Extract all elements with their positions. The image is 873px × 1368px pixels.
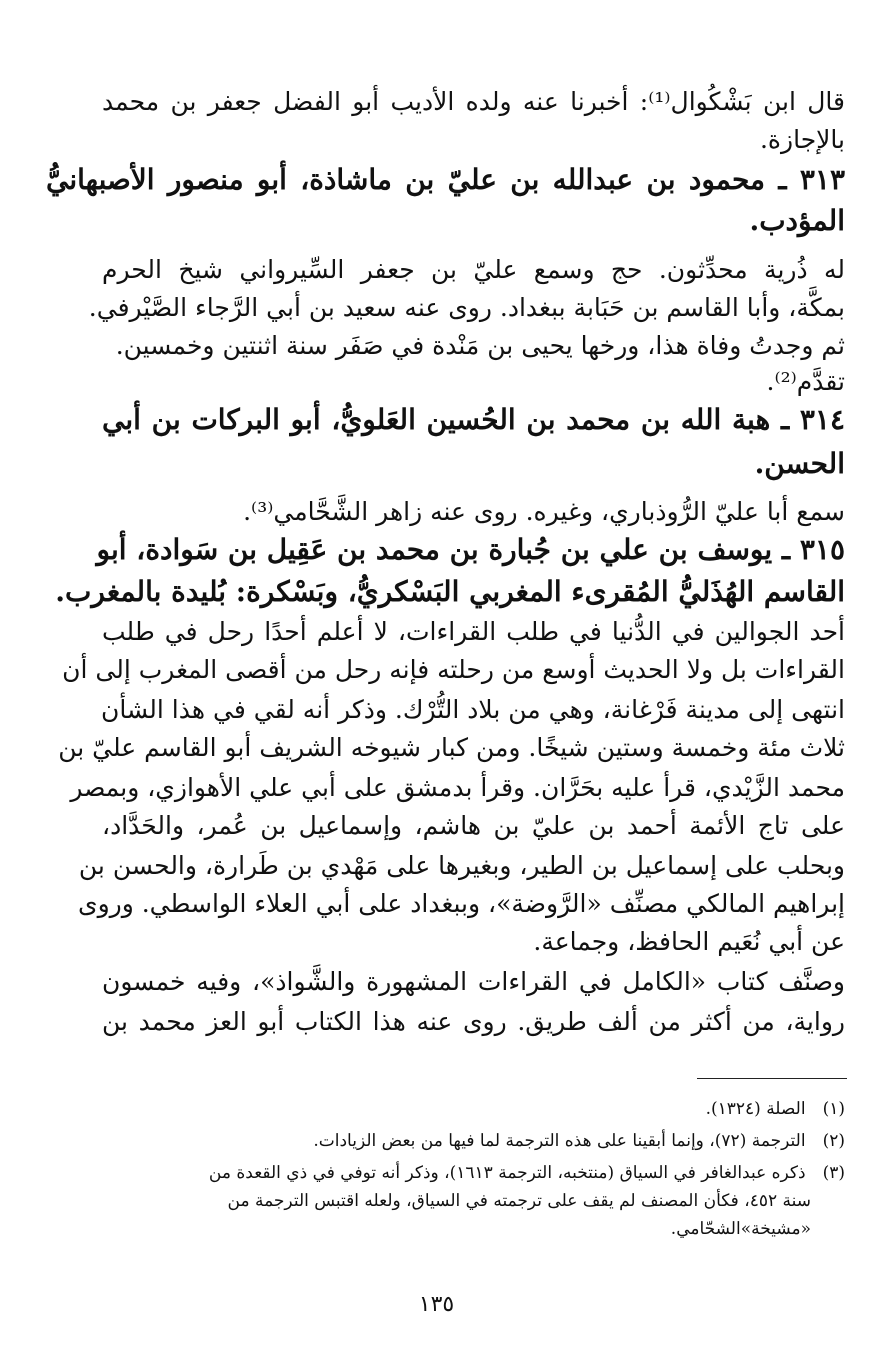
entry-heading: المؤدب.: [749, 204, 845, 237]
entry-heading: ٣١٣ ـ محمود بن عبدالله بن عليّ بن ماشاذة، أبو منصور الأصبهانيُّ: [46, 163, 845, 196]
footnote-text: الصلة (١٣٢٤).: [705, 1099, 806, 1119]
text-line: له ذُرية محدِّثون. حج وسمع عليّ بن جعفر السِّيرواني شيخ الحرم: [102, 255, 845, 284]
entry-heading: القاسم الهُذَليُّ المُقرىء المغربي البَسْكريُّ، وبَسْكرة: بُليدة بالمغرب.: [55, 575, 845, 608]
text-line: بمكَّة، وأبا القاسم بن حَبَابة ببغداد. روى عنه سعيد بن أبي الرَّجاء الصَّيْرفي.: [88, 293, 845, 322]
footnote: [313, 1128, 845, 1154]
text-line: محمد الزَّيْدي، قرأ عليه بحَرَّان. وقرأ بدمشق على أبي علي الأهوازي، وبمصر: [70, 773, 845, 802]
text-line: أحد الجوالين في الدُّنيا في طلب القراءات، لا أعلم أحدًا رحل في طلب: [102, 617, 845, 646]
text-line: وبحلب على إسماعيل بن الطير، وبغيرها على مَهْدي بن طَرارة، والحسن بن: [78, 851, 845, 880]
footnote: [706, 1096, 845, 1122]
page-number: ١٣٥: [418, 1292, 455, 1317]
text-line: رواية، من أكثر من ألف طريق. روى عنه هذا الكتاب أبو العز محمد بن: [102, 1007, 845, 1036]
text-line: القراءات بل ولا الحديث أوسع من رحلته فإنه رحل من أقصى المغرب إلى أن: [62, 655, 845, 684]
footnote: [30, 1160, 845, 1186]
text-line: تقدَّم⁽²⁾.: [766, 367, 845, 396]
text-line: انتهى إلى مدينة فَرْغانة، وهي من بلاد التُّرْك. وذكر أنه لقي في هذا الشأن: [101, 695, 845, 724]
footnote-number: (١): [822, 1099, 845, 1119]
text-line: بالإجازة.: [759, 125, 845, 154]
text-line: وصنَّف كتاب «الكامل في القراءات المشهورة والشَّواذ»، وفيه خمسون: [102, 967, 845, 996]
footnote-number: (٢): [822, 1131, 845, 1151]
text-line: على تاج الأئمة أحمد بن عليّ بن هاشم، وإسماعيل بن عُمر، والحَدَّاد،: [102, 811, 845, 840]
footnote-continuation: سنة ٤٥٢، فكأن المصنف لم يقف على ترجمته في السياق، ولعله اقتبس الترجمة من: [227, 1191, 811, 1211]
text-line: عن أبي نُعَيم الحافظ، وجماعة.: [533, 927, 845, 956]
entry-heading: الحسن.: [754, 447, 845, 480]
footnote-continuation: «مشيخة»الشحّامي.: [670, 1219, 811, 1239]
footnote-text: ذكره عبدالغافر في السياق (منتخبه، الترجمة ١٦١٣)، وذكر أنه توفي في ذي القعدة من: [208, 1163, 806, 1183]
entry-heading: ٣١٤ ـ هبة الله بن محمد بن الحُسين العَلويُّ، أبو البركات بن أبي: [102, 403, 845, 436]
text-line: إبراهيم المالكي مصنِّف «الرَّوضة»، وببغداد على أبي العلاء الواسطي. وروى: [78, 889, 845, 918]
text-line: ثلاث مئة وخمسة وستين شيخًا. ومن كبار شيوخه الشريف أبو القاسم عليّ بن: [58, 733, 845, 762]
footnote-divider: [697, 1078, 847, 1079]
entry-heading: ٣١٥ ـ يوسف بن علي بن جُبارة بن محمد بن عَقِيل بن سَوادة، أبو: [96, 533, 845, 566]
text-line: قال ابن بَشْكُوال⁽¹⁾: أخبرنا عنه ولده الأديب أبو الفضل جعفر بن محمد: [102, 87, 845, 116]
footnote-text: الترجمة (٧٢)، وإنما أبقينا على هذه الترجمة لما فيها من بعض الزيادات.: [313, 1131, 806, 1151]
text-line: ثم وجدتُ وفاة هذا، ورخها يحيى بن مَنْدة في صَفَر سنة اثنتين وخمسين.: [115, 331, 845, 360]
footnote-number: (٣): [822, 1163, 845, 1183]
text-line: سمع أبا عليّ الرُّوذباري، وغيره. روى عنه زاهر الشَّحَّامي⁽³⁾.: [243, 497, 845, 526]
